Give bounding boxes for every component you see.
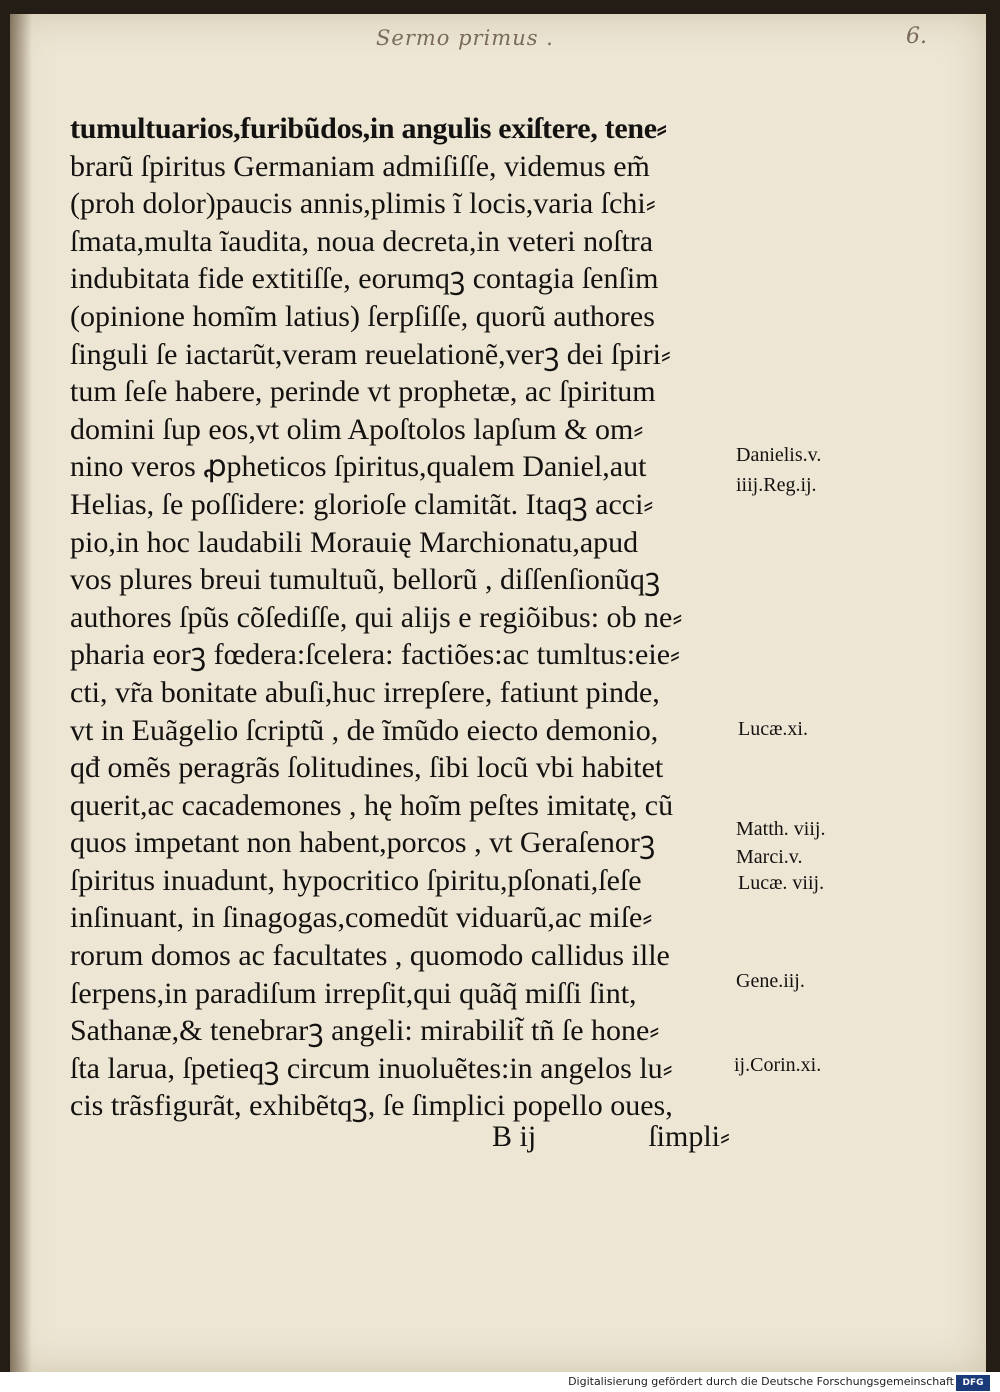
handwritten-header: Sermo primus . (376, 26, 554, 50)
folio-number: 6. (906, 24, 927, 49)
text-line: Sathanæ,& tenebrarꝫ angeli: mirabilit̃ tñ ſe hone⸗ (70, 1014, 660, 1048)
text-line: cis trãsfigurãt, exhibẽtqꝫ, ſe ſimplici popello oues, (70, 1089, 673, 1123)
marginal-note: Lucæ.xi. (738, 718, 808, 740)
text-line: vos plures breui tumultuũ, bellorũ , diſſenſionũqꝫ (70, 563, 661, 597)
text-line: authores ſpũs cõſediſſe, qui alijs e regiõibus: ob ne⸗ (70, 600, 683, 634)
text-line: rorum domos ac facultates , quomodo callidus ille (70, 939, 670, 973)
text-line: inſinuant, in ſinagogas,comedũt viduarũ,ac miſe⸗ (70, 901, 653, 935)
text-line: ſpiritus inuadunt, hypocritico ſpiritu,pſonati,ſeſe (70, 863, 642, 897)
footer-bar (0, 1372, 1000, 1392)
marginal-note: Lucæ. viij. (738, 872, 825, 894)
text-line: ſinguli ſe iactarũt,veram reuelationẽ,verꝫ dei ſpiri⸗ (70, 337, 671, 371)
marginal-note: Danielis.v. (736, 444, 822, 466)
marginal-note: Matth. viij. (736, 818, 826, 840)
text-line: tum ſeſe habere, perinde vt prophetæ, ac ſpiritum (70, 375, 656, 409)
funding-notice: Digitalisierung gefördert durch die Deutsche Forschungsgemeinschaft (568, 1375, 954, 1388)
text-line: quos impetant non habent,porcos , vt Geraſenorꝫ (70, 826, 656, 860)
text-line: vt in Euãgelio ſcriptũ , de ĩmũdo eiecto demonio, (70, 713, 659, 747)
marginal-note: ij.Corin.xi. (734, 1054, 822, 1076)
text-line: tumultuarios,furibũdos,in angulis exiſtere, tene⸗ (70, 112, 667, 145)
catchword: ſimpli⸗ (648, 1120, 730, 1153)
gutter-shadow (10, 14, 32, 1372)
text-line: brarũ ſpiritus Germaniam admiſiſſe, videmus em̃ (70, 149, 650, 183)
text-line: ſerpens,in paradiſum irrepſit,qui quãq̃ miſſi ſint, (70, 976, 637, 1010)
marginal-note: iiij.Reg.ij. (736, 474, 817, 496)
text-line: nino veros ꝓpheticos ſpiritus,qualem Daniel,aut (70, 450, 647, 484)
text-line: qđ omẽs peragrãs ſolitudines, ſibi locũ vbi habitet (70, 751, 664, 785)
text-line: cti, vr̃a bonitate abuſi,huc irrepſere, fatiunt pinde, (70, 675, 660, 709)
text-line: (opinione homĩm latius) ſerpſiſſe, quorũ authores (70, 299, 655, 333)
text-line: ſmata,multa ĩaudita, noua decreta,in veteri noſtra (70, 224, 654, 258)
text-line: domini ſup eos,vt olim Apoſtolos lapſum & om⸗ (70, 412, 644, 446)
text-line: pio,in hoc laudabili Morauię Marchionatu,apud (70, 525, 639, 559)
body-text (70, 110, 730, 1125)
text-line: querit,ac cacademones , hę hoĩm peſtes imitatę, cũ (70, 788, 674, 822)
dfg-logo: DFG (956, 1375, 990, 1391)
text-line: pharia eorꝫ fœdera:ſcelera: factiões:ac tumltus:eie⸗ (70, 638, 681, 672)
text-line: indubitata fide extitiſſe, eorumqꝫ contagia ſenſim (70, 262, 659, 296)
signature-mark: B ij (492, 1120, 537, 1153)
marginal-note: Marci.v. (736, 846, 803, 868)
text-line: ſta larua, ſpetieqꝫ circum inuoluẽtes:in angelos lu⸗ (70, 1051, 673, 1085)
text-line: Helias, ſe poſſidere: glorioſe clamitãt. Itaqꝫ acci⸗ (70, 487, 654, 521)
marginal-note: Gene.iij. (736, 970, 805, 992)
text-line: (proh dolor)paucis annis,plimis ĩ locis,varia ſchi⸗ (70, 187, 656, 221)
catchline (70, 1120, 730, 1158)
